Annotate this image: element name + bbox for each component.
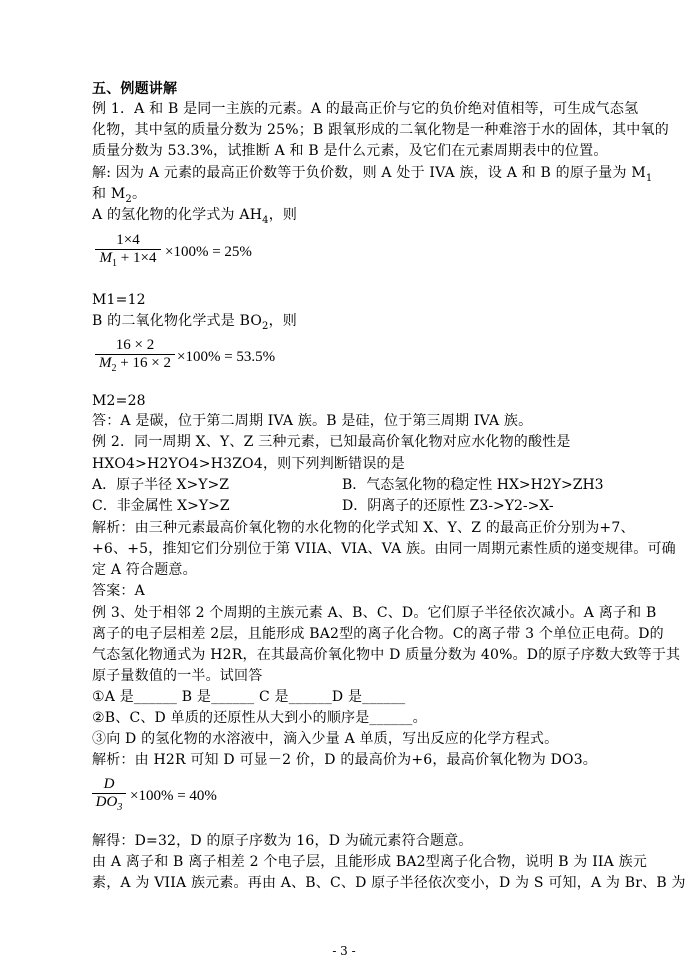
formula-2-numerator: 16 × 2	[115, 337, 155, 353]
ex3-line-4: 原子量数值的一半。试回答	[92, 668, 263, 684]
ex3-line-2: 离子的电子层相差 2层，且能形成 BA2型的离子化合物。C的离子带 3 个单位正电荷。D的	[92, 626, 664, 642]
ex2-analysis-line-2: +6、+5，推知它们分别位于第 VIIA、VIA、VA 族。由同一周期元素性质的递变规律。可确	[92, 541, 676, 557]
ex1-solution-line-1: 解: 因为 A 元素的最高正价数等于负价数，则 A 处于 IVA 族，设 A 和 B 的原子量为 $M_1$	[92, 165, 653, 184]
formula-3	[92, 776, 292, 824]
ex1-line-2: 化物，其中氢的质量分数为 25%；B 跟氧形成的二氧化物是一种难溶于水的固体，其中氧的	[92, 122, 669, 138]
ex3-line-3: 气态氢化物通式为 H2R，在其最高价氧化物中 D 质量分数为 40%。D的原子序数大致等于其	[92, 647, 681, 663]
formula-1-fraction	[95, 232, 161, 269]
formula-3-fraction	[92, 776, 126, 813]
ex2-option-d: D．阴离子的还原性 Z3->Y2->X-	[342, 498, 554, 514]
section-title: 五、例题讲解	[92, 81, 178, 97]
ex3-paragraph-line-1: 由 A 离子和 B 离子相差 2 个电子层，且能形成 BA2型离子化合物，说明 B 为 IIA 族元	[92, 854, 648, 870]
formula-1-denominator: $M_1 + 1\times 4$	[99, 250, 157, 269]
page-number: - 3 -	[332, 944, 356, 958]
formula-2-result: ×100% = 53.5%	[177, 349, 276, 365]
ex3-paragraph-line-2: 素，A 为 VIIA 族元素。再由 A、B、C、D 原子半径依次变小，D 为 S 可知，A 为 Br、B 为	[92, 875, 686, 891]
ex2-answer: 答案：A	[92, 583, 145, 599]
ex2-line-2: HXO4>H2YO4>H3ZO4，则下列判断错误的是	[92, 456, 405, 472]
formula-3-numerator: D	[103, 776, 115, 792]
ex3-question-1: ①A 是______ B 是______ C 是______D 是______	[92, 689, 406, 705]
ex3-question-3: ③向 D 的氢化物的水溶液中，滴入少量 A 单质，写出反应的化学方程式。	[92, 731, 559, 747]
formula-1-numerator: 1×4	[116, 232, 140, 248]
formula-1	[95, 232, 295, 280]
ex2-analysis-line-1: 解析：由三种元素最高价氧化物的水化物的化学式知 X、Y、Z 的最高正价分别为+7、	[92, 520, 635, 536]
ex1-line-1: 例 1．A 和 B 是同一主族的元素。A 的最高正价与它的负价绝对值相等，可生成气态氢	[92, 101, 639, 117]
m1-result: M1=12	[92, 292, 146, 308]
m2-result: M2=28	[92, 393, 146, 409]
formula-3-denominator: $DO_3$	[95, 794, 123, 813]
ex3-line-1: 例 3、处于相邻 2 个周期的主族元素 A、B、C、D。它们原子半径依次减小。A 离子和 B	[92, 605, 657, 621]
ex1-solution-line-2: 和 $M_2$。	[92, 186, 147, 205]
formula-2-fraction	[95, 337, 175, 374]
ex1-hydride-line: A 的氢化物的化学式为 $AH_4$，则	[92, 207, 298, 226]
formula-3-result: ×100% = 40%	[130, 788, 217, 804]
ex2-analysis-line-3: 定 A 符合题意。	[92, 562, 197, 578]
ex1-line-3: 质量分数为 53.3%，试推断 A 和 B 是什么元素，及它们在元素周期表中的位置。	[92, 143, 608, 159]
ex3-analysis-line: 解析：由 H2R 可知 D 可显－2 价，D 的最高价为+6，最高价氧化物为 DO3。	[92, 752, 598, 768]
ex1-oxide-line: B 的二氧化物化学式是 $BO_2$，则	[92, 313, 297, 332]
ex2-option-b: B．气态氢化物的稳定性 HX>H2Y>ZH3	[342, 477, 604, 493]
ex3-question-2: ②B、C、D 单质的还原性从大到小的顺序是______。	[92, 710, 427, 726]
formula-1-result: ×100% = 25%	[165, 244, 252, 260]
ex1-answer: 答：A 是碳，位于第二周期 IVA 族。B 是硅，位于第三周期 IVA 族。	[92, 413, 533, 429]
ex2-line-1: 例 2．同一周期 X、Y、Z 三种元素，已知最高价氧化物对应水化物的酸性是	[92, 434, 571, 450]
ex3-solution-line: 解得：D=32，D 的原子序数为 16，D 为硫元素符合题意。	[92, 833, 473, 849]
formula-2-denominator: $M_2 + 16 \times 2$	[99, 355, 171, 374]
ex2-option-a: A．原子半径 X>Y>Z	[92, 477, 229, 493]
formula-2	[95, 337, 315, 385]
ex2-option-c: C．非金属性 X>Y>Z	[92, 498, 230, 514]
